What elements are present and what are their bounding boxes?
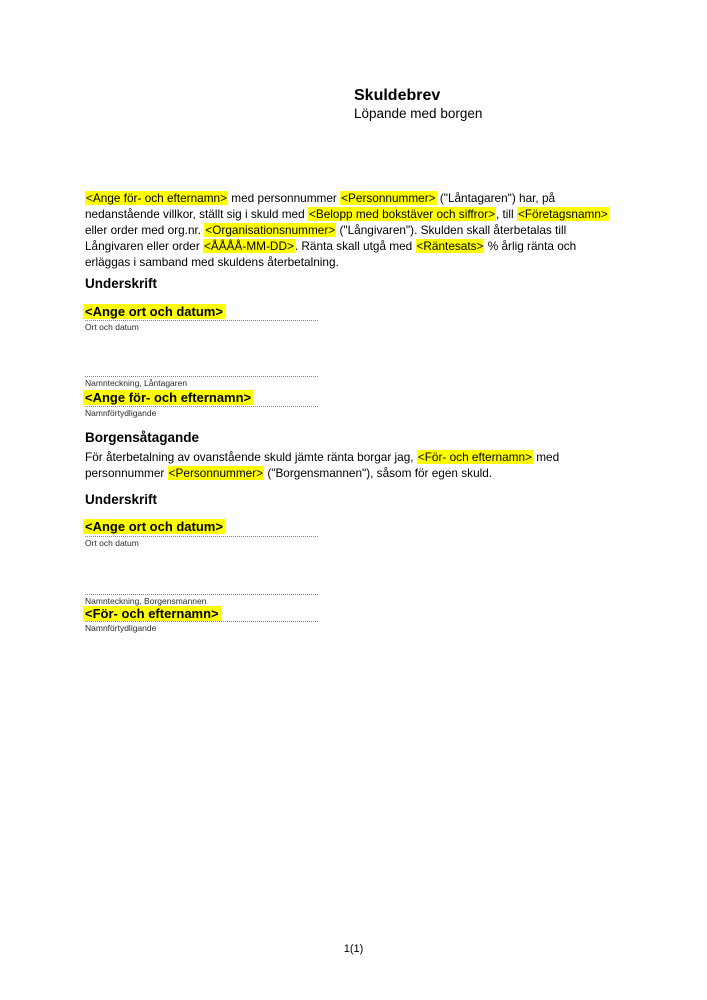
text-run: . Ränta skall utgå med [294, 239, 416, 253]
signature2-heading: Underskrift [85, 492, 158, 507]
text-line [85, 254, 609, 270]
text-run: Långivaren eller order [85, 239, 204, 253]
intro-paragraph [85, 190, 609, 270]
text-run: ("Låntagaren") har, på [436, 191, 556, 205]
signature1-date-placeholder[interactable]: <Ange ort och datum> [85, 304, 223, 319]
text-run: personnummer [85, 466, 168, 480]
signature2-name-rule [85, 621, 318, 622]
text-run: , till [495, 207, 517, 221]
signature1-date-rule [85, 320, 318, 321]
text-line [85, 449, 559, 465]
signature1-name-caption: Namnförtydligande [85, 408, 157, 418]
text-run: ("Långivaren"). Skulden skall återbetalas till [336, 223, 567, 237]
signature2-name-placeholder[interactable]: <För- och efternamn> [85, 606, 219, 621]
signature1-sign-caption: Namnteckning, Låntagaren [85, 378, 188, 388]
signature2-sign-caption: Namnteckning, Borgensmannen [85, 596, 207, 606]
page-number: 1(1) [343, 943, 364, 955]
text-run: nedanstående villkor, ställt sig i skuld med [85, 207, 308, 221]
text-run: För återbetalning av ovanstående skuld jämte ränta borgar jag, [85, 450, 417, 464]
signature2-date-rule [85, 536, 318, 537]
highlighted-placeholder[interactable]: <Organisationsnummer> [205, 223, 336, 237]
signature2-name-caption: Namnförtydligande [85, 623, 157, 633]
guarantee-paragraph [85, 449, 559, 481]
document-subtitle: Löpande med borgen [354, 106, 483, 121]
highlighted-placeholder[interactable]: <Personnummer> [168, 466, 264, 480]
text-line [85, 190, 609, 206]
text-line [85, 222, 609, 238]
text-line [85, 206, 609, 222]
text-run: % årlig ränta och [484, 239, 577, 253]
signature1-heading: Underskrift [85, 276, 158, 291]
text-run: med personnummer [228, 191, 341, 205]
text-run: eller order med org.nr. [85, 223, 205, 237]
highlighted-placeholder[interactable]: <Personnummer> [341, 191, 436, 205]
signature1-sign-rule [85, 376, 318, 377]
highlighted-placeholder[interactable]: <Belopp med bokstäver och siffror> [308, 207, 495, 221]
text-run: erläggas i samband med skuldens återbetalning. [85, 255, 339, 269]
document-title: Skuldebrev [354, 87, 441, 104]
highlighted-placeholder[interactable]: <Räntesats> [416, 239, 484, 253]
text-line [85, 238, 609, 254]
signature1-name-placeholder[interactable]: <Ange för- och efternamn> [85, 390, 252, 405]
text-line [85, 465, 559, 481]
signature2-sign-rule [85, 594, 318, 595]
highlighted-placeholder[interactable]: <Företagsnamn> [517, 207, 608, 221]
text-run: ("Borgensmannen"), såsom för egen skuld. [264, 466, 493, 480]
text-run: med [532, 450, 560, 464]
signature2-date-caption: Ort och datum [85, 538, 139, 548]
highlighted-placeholder[interactable]: <ÅÅÅÅ-MM-DD> [204, 239, 294, 253]
signature1-date-caption: Ort och datum [85, 322, 139, 332]
signature2-date-placeholder[interactable]: <Ange ort och datum> [85, 519, 223, 534]
highlighted-placeholder[interactable]: <Ange för- och efternamn> [86, 191, 227, 205]
highlighted-placeholder[interactable]: <För- och efternamn> [417, 450, 532, 464]
guarantee-heading: Borgensåtagande [85, 430, 200, 445]
signature1-name-rule [85, 406, 318, 407]
